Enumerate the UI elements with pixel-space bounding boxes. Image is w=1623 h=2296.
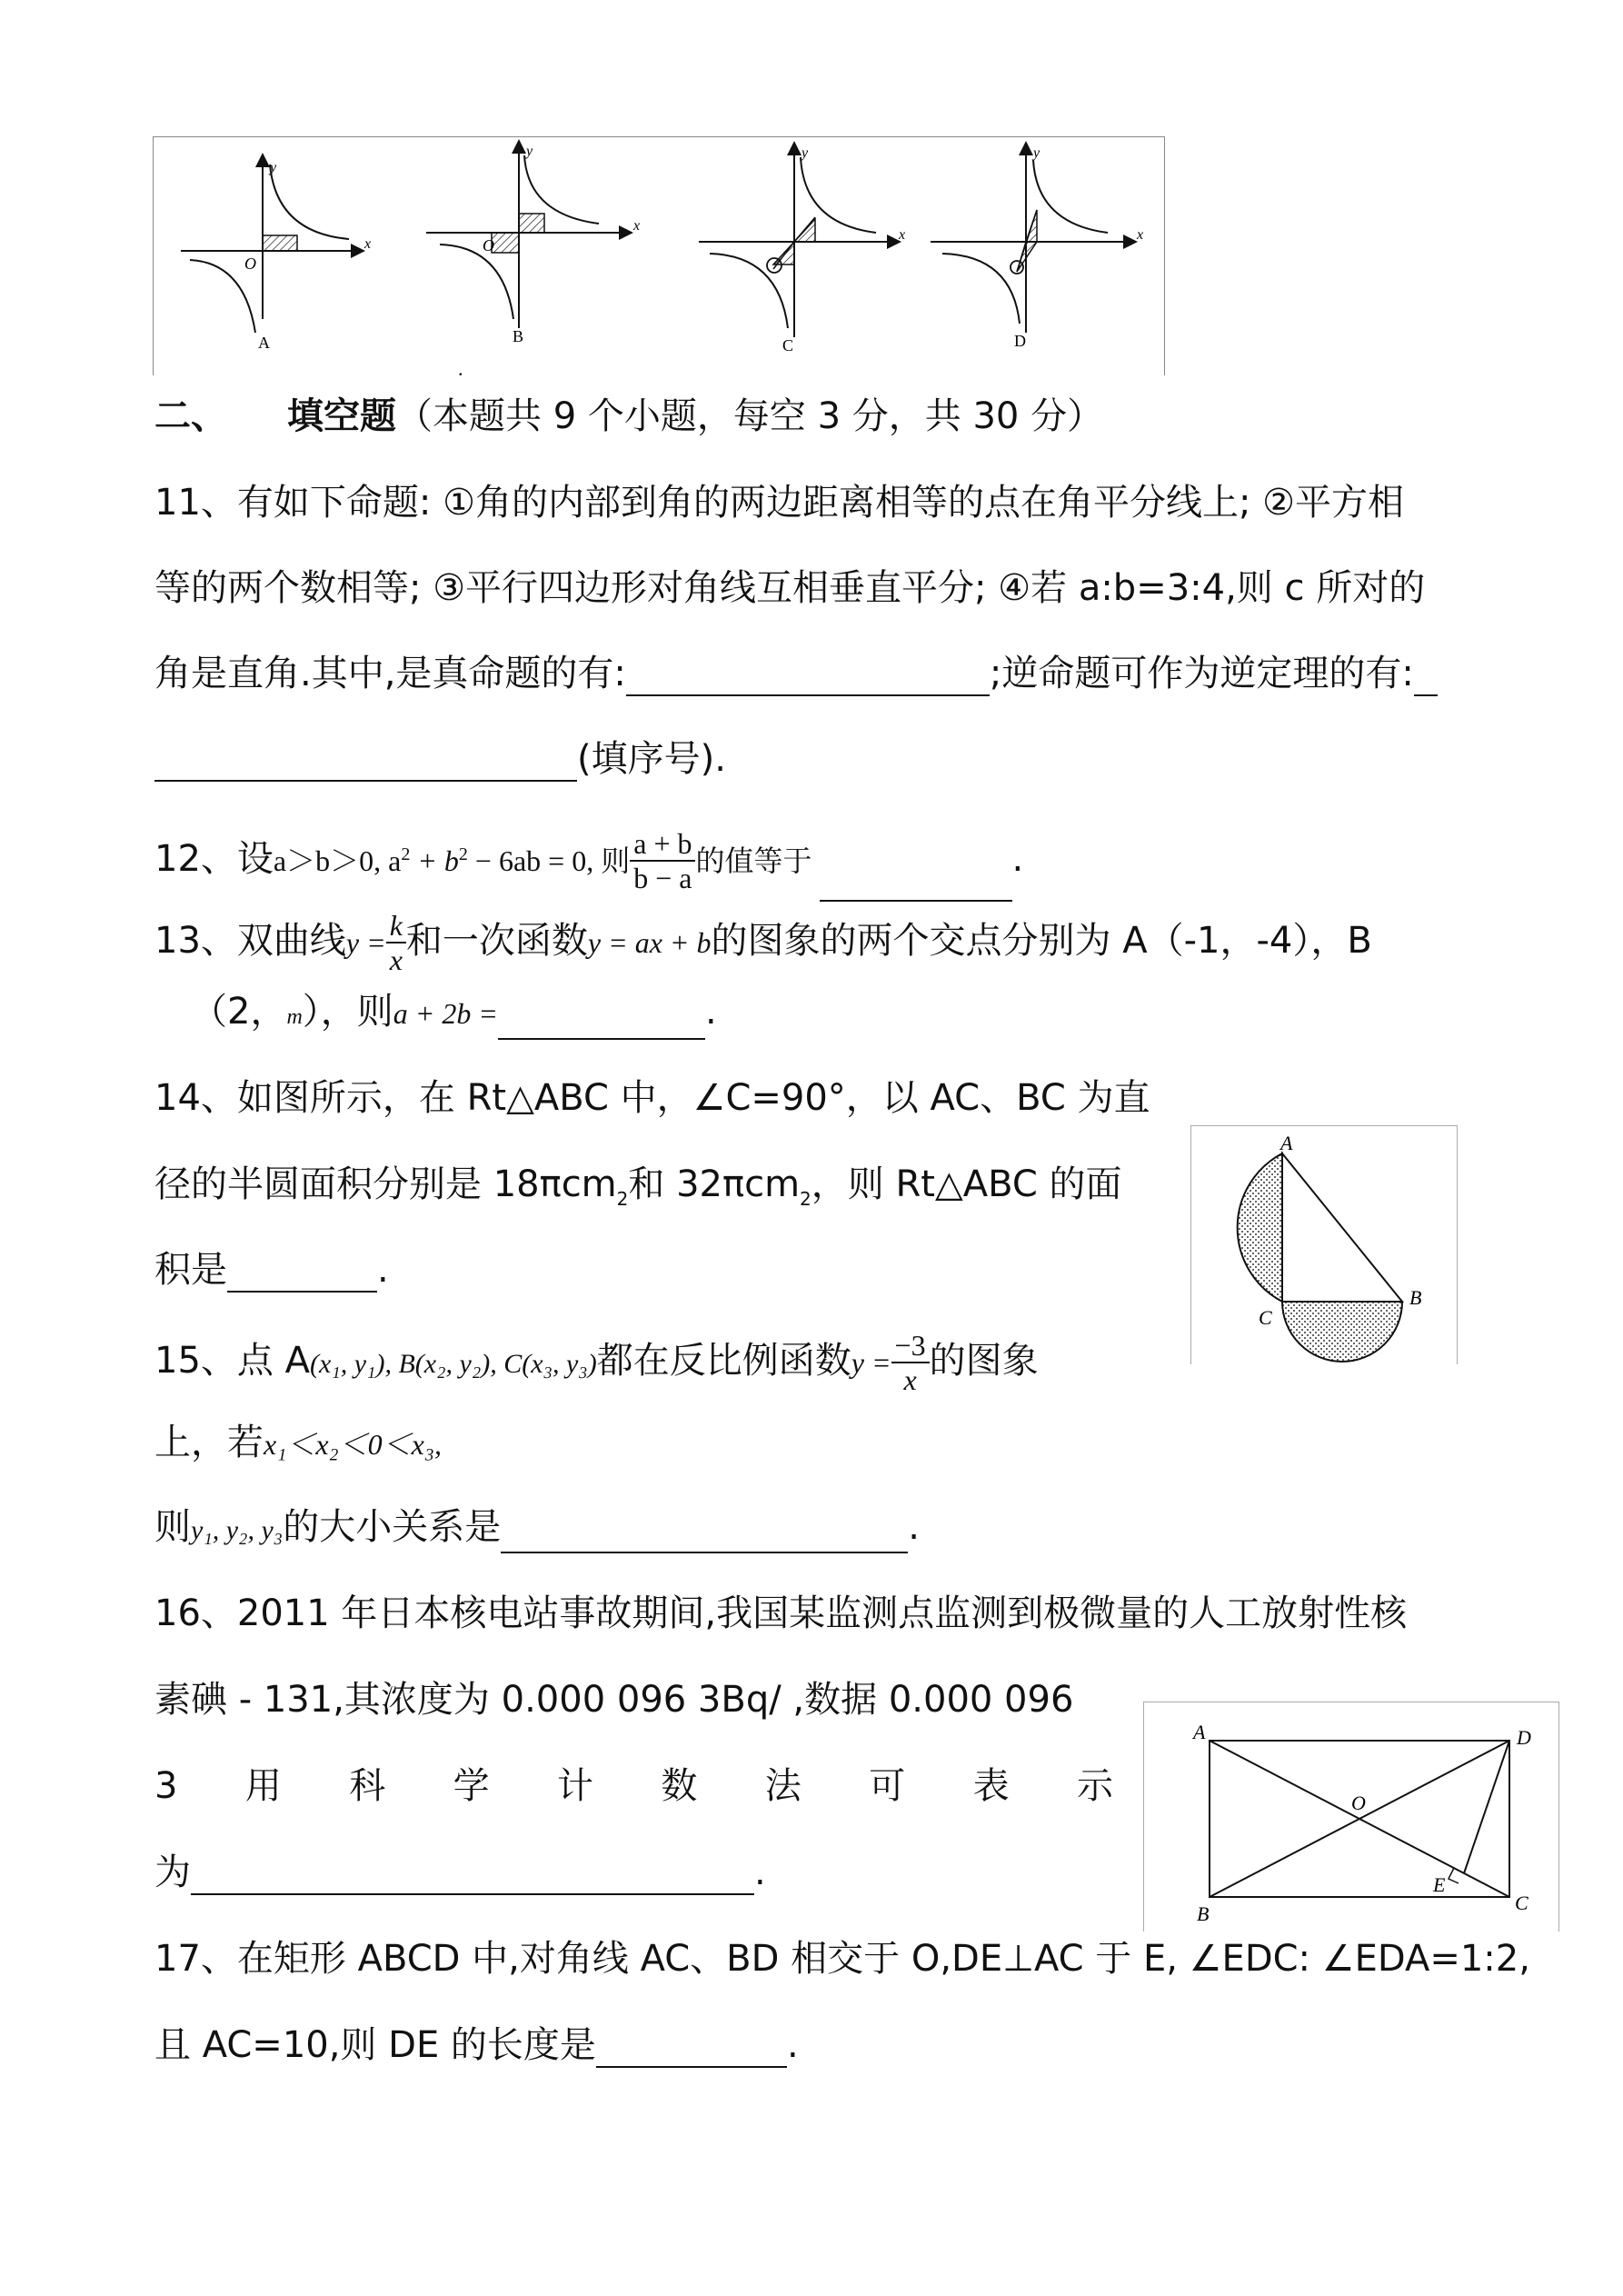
q16-line-1: 16、2011 年日本核电站事故期间,我国某监测点监测到极微量的人工放射性核	[154, 1592, 1408, 1634]
q15-prefix: 15、点 A	[154, 1340, 310, 1382]
q14-label-b: B	[1409, 1286, 1422, 1309]
q15-ys: y₁, y₂, y₃	[191, 1515, 284, 1545]
q11-line-2: 等的两个数相等; ③平行四边形对角线互相垂直平分; ④若 a:b=3:4,则 c 所对的	[154, 567, 1426, 609]
graph-d-y-label: y	[1033, 145, 1041, 161]
q11-fill-note: (填序号).	[577, 738, 726, 780]
q11-true-prompt: 角是直角.其中,是真命题的有:	[154, 653, 626, 694]
q12-end: .	[1011, 838, 1024, 880]
q12-prefix: 12、设	[154, 838, 274, 880]
q13-line-2	[191, 989, 717, 1040]
q13-prefix: 13、双曲线	[154, 920, 346, 962]
q13-expr: a + 2b =	[393, 997, 498, 1030]
q15-fraction: $\frac{-3}{x}$	[891, 1329, 930, 1396]
q16-figure-frame	[1143, 1702, 1559, 1932]
q17-label-a: A	[1193, 1721, 1206, 1743]
graph-a-origin: O	[244, 255, 256, 273]
graph-option-c	[699, 145, 905, 354]
q12-line	[154, 814, 1023, 895]
q16-line-2: 素碘 - 131,其浓度为 0.000 096 3Bq/ ,数据 0.000 096	[154, 1679, 1074, 1721]
q11-converse-prompt: ;逆命题可作为逆定理的有:	[989, 653, 1414, 694]
section-note: （本题共 9 个小题，每空 3 分，共 30 分）	[396, 395, 1104, 437]
q13-mid: 和一次函数	[405, 920, 588, 962]
graph-option-d	[931, 145, 1143, 350]
q13-point-b: （2，	[191, 991, 287, 1033]
section-title: 填空题	[287, 395, 396, 437]
graph-b-origin: O	[483, 236, 494, 255]
q12-denominator: b − a	[633, 862, 692, 894]
graph-d-x-label: x	[1137, 227, 1144, 243]
q14-line-1: 14、如图所示，在 Rt△ABC 中，∠C=90°，以 AC、BC 为直	[154, 1077, 1150, 1119]
q15-y-eq: y =	[851, 1346, 891, 1379]
graph-a-label: A	[258, 334, 270, 352]
graph-b-y-label: y	[526, 144, 533, 159]
q13-m: m	[286, 1005, 303, 1029]
q17-label-c: C	[1515, 1892, 1528, 1914]
q13-answer-blank[interactable]	[498, 1003, 705, 1040]
q13-line-1	[154, 900, 1372, 982]
stray-dot: .	[458, 357, 463, 375]
q15-line-1	[154, 1320, 1039, 1402]
hyperbola-options-figure	[154, 137, 1164, 375]
q17-answer-blank[interactable]	[596, 2031, 787, 2068]
q12-fraction	[630, 827, 695, 894]
q17-label-d: D	[1517, 1726, 1531, 1749]
q12-numerator: a + b	[630, 827, 695, 862]
graph-c-label: C	[782, 336, 794, 354]
q13-rest: 的图象的两个交点分别为 A（-1，-4），B	[711, 920, 1372, 962]
q14-line-3: 积是 .	[154, 1249, 389, 1291]
graph-option-a	[181, 160, 371, 352]
q13-linear: y = ax + b	[587, 926, 712, 959]
q14-figure-frame	[1190, 1125, 1458, 1364]
q11-line-1: 11、有如下命题: ①角的内部到角的两边距离相等的点在角平分线上; ②平方相	[154, 482, 1404, 524]
q16-answer-blank[interactable]	[191, 1859, 754, 1895]
q15-suffix: 的图象	[929, 1340, 1039, 1382]
q16-line-4: 为 .	[154, 1852, 766, 1893]
q11-true-answer-blank[interactable]	[626, 660, 990, 696]
q14-answer-blank[interactable]	[227, 1256, 377, 1293]
q17-line-1: 17、在矩形 ABCD 中,对角线 AC、BD 相交于 O,DE⊥AC 于 E, ∠EDC: ∠EDA=1:2,	[154, 1938, 1530, 1980]
q17-label-b: B	[1197, 1902, 1210, 1925]
q12-condition: a＞b＞0, $a^2 + b^2 - 6ab = 0$, 则	[273, 844, 631, 877]
graph-d-label: D	[1014, 332, 1026, 350]
section-number: 二、	[154, 395, 227, 437]
q14-label-a: A	[1280, 1132, 1293, 1154]
q11-line-4	[154, 736, 726, 782]
q15-line-3: 则y₁, y₂, y₃的大小关系是 .	[154, 1504, 920, 1553]
q15-mid: 都在反比例函数	[596, 1340, 851, 1382]
q14-label-c: C	[1259, 1306, 1272, 1329]
q13-y-eq: y =	[345, 926, 386, 959]
graph-c-y-label: y	[802, 145, 809, 161]
section-2-header	[154, 394, 1103, 439]
q17-label-o: O	[1351, 1792, 1366, 1814]
q13-then: ），则	[302, 991, 393, 1033]
graph-b-label: B	[513, 327, 524, 345]
q11-line-3	[154, 651, 1438, 696]
q17-rectangle-figure	[1144, 1702, 1558, 1932]
q11-converse-blank-start[interactable]	[1414, 660, 1438, 696]
q17-line-2: 且 AC=10,则 DE 的长度是 .	[154, 2024, 799, 2066]
q12-suffix: 的值等于	[695, 844, 812, 877]
q12-answer-blank[interactable]	[820, 845, 1012, 902]
q15-line-2: 上，若x₁＜x₂＜0＜x₃,	[154, 1422, 442, 1463]
options-graph-panel	[153, 136, 1165, 375]
q13-k-over-x: $\frac{k}{x}$	[386, 909, 406, 976]
q13-end: .	[704, 991, 717, 1033]
q15-condition: x₁＜x₂＜0＜x₃,	[264, 1428, 442, 1461]
graph-a-x-label: x	[364, 236, 372, 252]
graph-a-y-label: y	[270, 160, 277, 175]
graph-option-b	[426, 144, 640, 345]
q14-line-2: 径的半圆面积分别是 18πcm$_2$和 32πcm$_2$，则 Rt△ABC 的面	[154, 1163, 1122, 1210]
q17-label-e: E	[1433, 1873, 1446, 1896]
q15-points: (x₁, y₁), B(x₂, y₂), C(x₃, y₃)	[309, 1349, 597, 1379]
q14-area-prompt: 积是	[154, 1249, 227, 1291]
q15-answer-blank[interactable]	[501, 1517, 908, 1553]
q14-triangle-semicircles-figure	[1191, 1126, 1457, 1364]
graph-b-x-label: x	[633, 218, 641, 234]
q11-converse-answer-blank[interactable]	[154, 745, 577, 782]
q16-line-3: 3 用 科 学 计 数 法 可 表 示	[154, 1765, 1113, 1807]
graph-c-x-label: x	[899, 227, 906, 243]
